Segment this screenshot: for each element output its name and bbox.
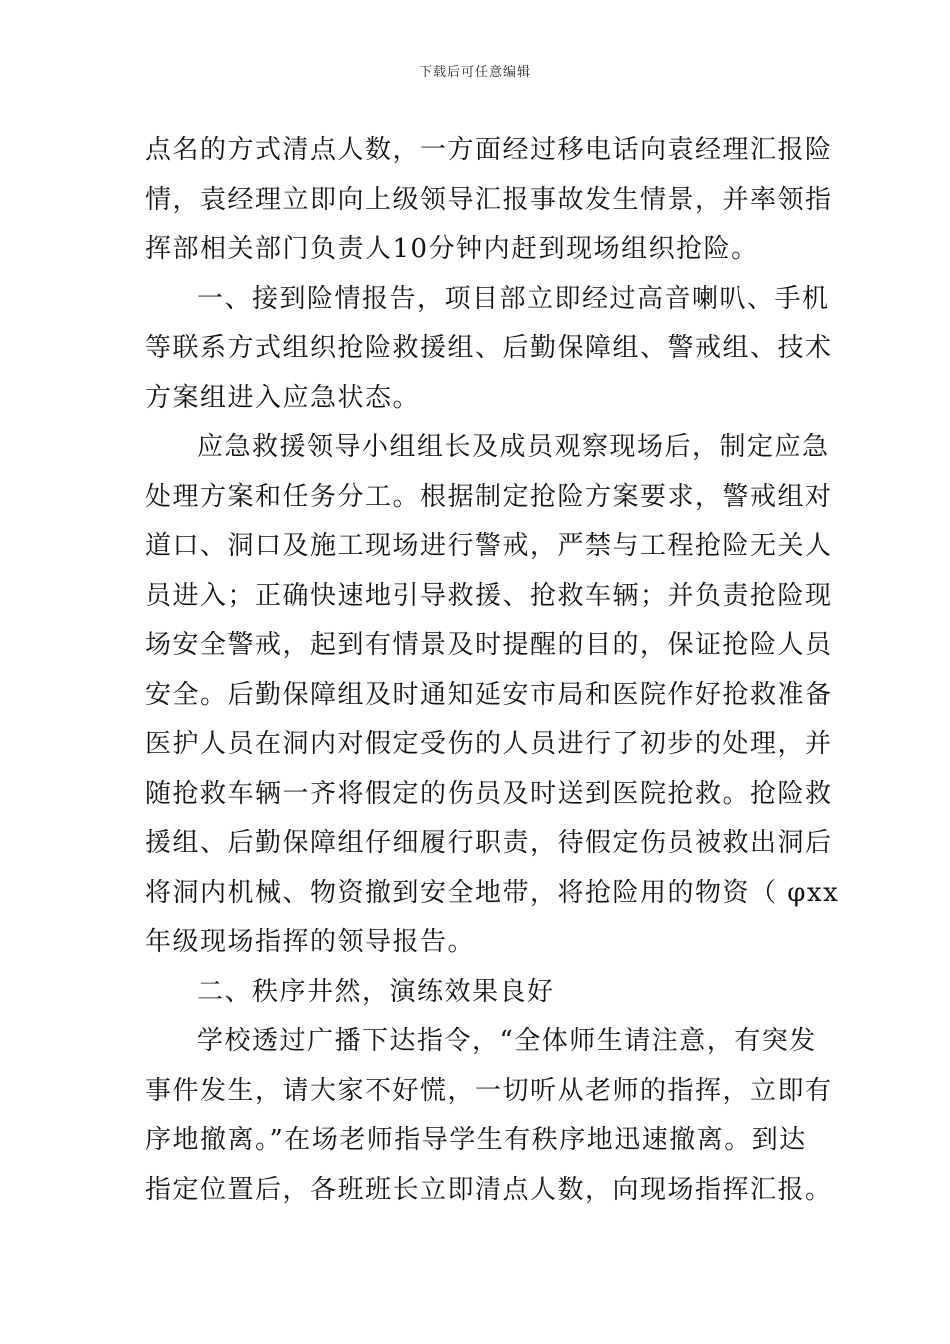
- page-header: 下载后可任意编辑: [418, 65, 531, 80]
- text-line: 医护人员在洞内对假定受伤的人员进行了初步的处理，并: [145, 729, 833, 759]
- text-line: 援组、后勤保障组仔细履行职责，待假定伤员被救出洞后: [145, 828, 833, 858]
- document-body: [145, 126, 840, 1215]
- text-line: 将洞内机械、物资撤到安全地带，将抢险用的物资（ φxx: [145, 877, 840, 908]
- paragraph-start-line: 学校透过广播下达指令，“全体师生请注意，有突发: [197, 1026, 817, 1056]
- text-line: 挥部相关部门负责人10分钟内赶到现场组织抢险。: [145, 234, 759, 264]
- text-line: 道口、洞口及施工现场进行警戒，严禁与工程抢险无关人: [145, 531, 833, 561]
- text-line: 指定位置后，各班班长立即清点人数，向现场指挥汇报。: [145, 1174, 833, 1205]
- text-line: 场安全警戒，起到有情景及时提醒的目的，保证抢险人员: [145, 630, 833, 660]
- text-line: 事件发生，请大家不好慌，一切听从老师的指挥，立即有: [145, 1075, 833, 1106]
- section-heading-line: 二、秩序井然，演练效果良好: [197, 976, 555, 1007]
- text-line: 情，袁经理立即向上级领导汇报事故发生情景，并率领指: [145, 184, 833, 215]
- text-line: 随抢救车辆一齐将假定的伤员及时送到医院抢救。抢险救: [145, 778, 833, 809]
- text-line: 序地撤离。”在场老师指导学生有秩序地迅速撤离。到达: [145, 1125, 807, 1155]
- paragraph-start-line: 一、接到险情报告，项目部立即经过高音喇叭、手机: [197, 283, 830, 314]
- text-line: 员进入；正确快速地引导救援、抢救车辆；并负责抢险现: [145, 580, 833, 611]
- text-line: 处理方案和任务分工。根据制定抢险方案要求，警戒组对: [145, 481, 833, 512]
- text-line: 点名的方式清点人数，一方面经过移电话向袁经理汇报险: [145, 135, 833, 165]
- text-line: 方案组进入应急状态。: [145, 382, 421, 413]
- text-line: 安全。后勤保障组及时通知延安市局和医院作好抢救准备: [145, 679, 833, 710]
- text-line: 等联系方式组织抢险救援组、后勤保障组、警戒组、技术: [145, 333, 833, 363]
- paragraph-start-line: 应急救援领导小组组长及成员观察现场后，制定应急: [197, 432, 830, 462]
- text-line: 年级现场指挥的领导报告。: [145, 927, 476, 957]
